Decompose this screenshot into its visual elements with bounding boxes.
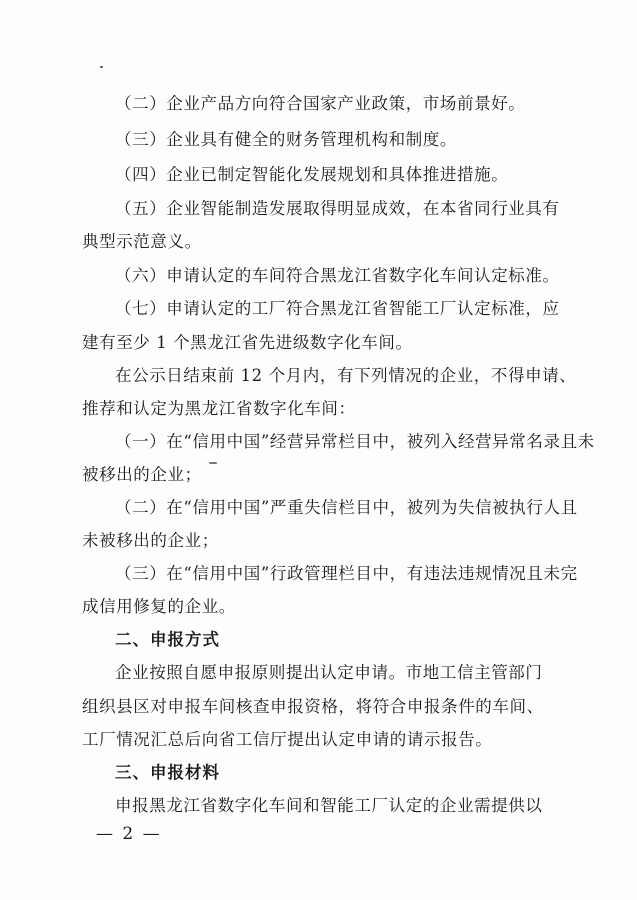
paragraph-line: 典型示范意义。 [82, 232, 202, 251]
paragraph-line: （五）企业智能制造发展取得明显成效，在本省同行业具有 [115, 199, 560, 218]
paragraph-line: （六）申请认定的车间符合黑龙江省数字化车间认定标准。 [115, 266, 560, 285]
section-heading: 二、申报方式 [115, 630, 220, 649]
scan-speck [209, 462, 217, 464]
paragraph-line: 被移出的企业； [82, 465, 202, 484]
paragraph-line: （二）在“信用中国”严重失信栏目中，被列为失信被执行人且 [115, 498, 578, 517]
paragraph-line: 推荐和认定为黑龙江省数字化车间： [82, 399, 356, 418]
section-heading: 三、申报材料 [115, 763, 220, 782]
paragraph-line: 在公示日结束前 12 个月内，有下列情况的企业，不得申请、 [115, 366, 577, 385]
paragraph-line: 工厂情况汇总后向省工信厅提出认定申请的请示报告。 [82, 730, 493, 749]
paragraph-line: 企业按照自愿申报原则提出认定申请。市地工信主管部门 [115, 663, 543, 682]
paragraph-line: 成信用修复的企业。 [82, 597, 236, 616]
paragraph-line: （七）申请认定的工厂符合黑龙江省智能工厂认定标准，应 [115, 299, 560, 318]
paragraph-line: 组织县区对申报车间核查申报资格，将符合申报条件的车间、 [82, 697, 544, 716]
paragraph-line: （一）在“信用中国”经营异常栏目中，被列入经营异常名录且未 [115, 432, 595, 451]
scan-speck [100, 66, 103, 68]
paragraph-line: 建有至少 1 个黑龙江省先进级数字化车间。 [82, 333, 413, 352]
paragraph-line: 申报黑龙江省数字化车间和智能工厂认定的企业需提供以 [115, 796, 543, 815]
paragraph-line: （三）在“信用中国”行政管理栏目中，有违法违规情况且未完 [115, 564, 578, 583]
paragraph-line: （三）企业具有健全的财务管理机构和制度。 [115, 130, 457, 149]
paragraph-line: （四）企业已制定智能化发展规划和具体推进措施。 [115, 165, 509, 184]
paragraph-line: 未被移出的企业； [82, 531, 219, 550]
paragraph-line: （二）企业产品方向符合国家产业政策，市场前景好。 [115, 94, 526, 113]
page-number: — 2 — [96, 824, 162, 844]
